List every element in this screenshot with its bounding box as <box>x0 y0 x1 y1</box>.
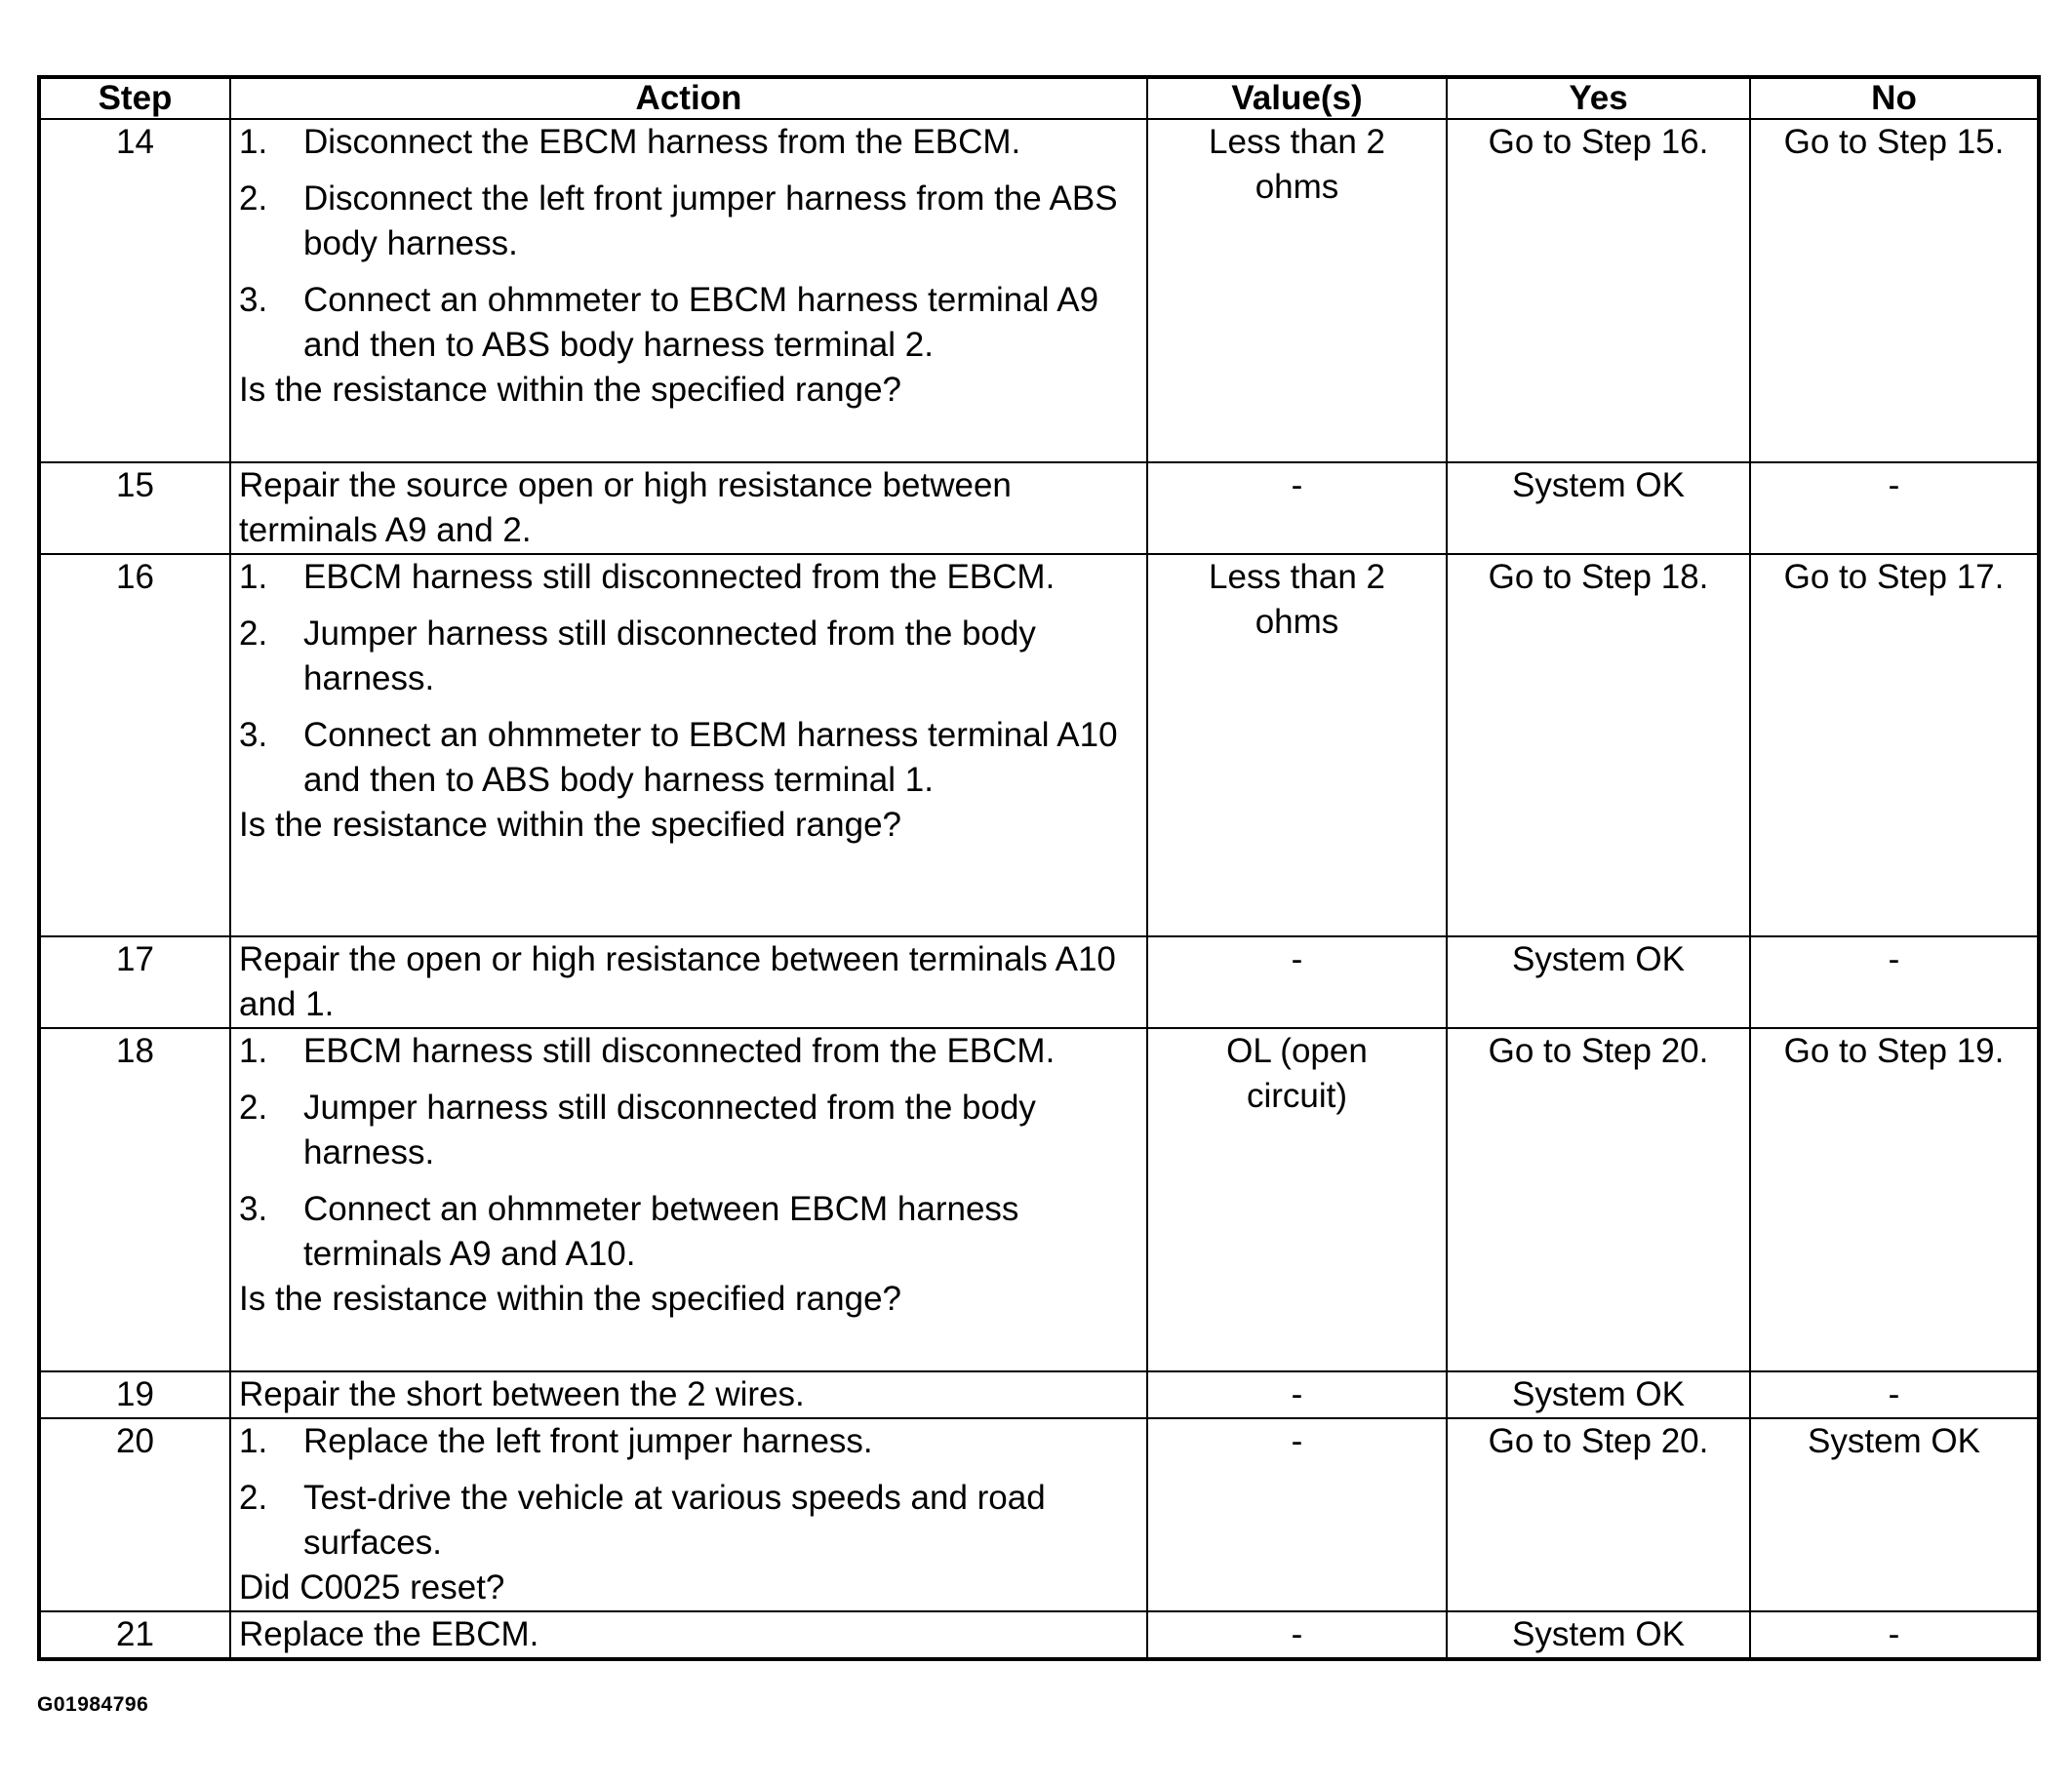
item-number: 1. <box>239 1032 268 1070</box>
value-cell: - <box>1147 1611 1447 1659</box>
list-item <box>239 278 1140 368</box>
step-cell: 19 <box>39 1371 230 1418</box>
question-text: Did C0025 reset? <box>239 1568 505 1606</box>
item-number: 3. <box>239 716 268 754</box>
header-step: Step <box>39 77 230 119</box>
item-number: 1. <box>239 123 268 161</box>
step-cell: 21 <box>39 1611 230 1659</box>
yes-cell: System OK <box>1447 1611 1750 1659</box>
table-row <box>39 554 2039 936</box>
item-text: Test-drive the vehicle at various speeds and road surfaces. <box>303 1479 1046 1562</box>
value-cell: - <box>1147 1371 1447 1418</box>
action-steps <box>239 1419 1140 1566</box>
action-cell <box>230 1418 1147 1611</box>
action-text: Replace the EBCM. <box>239 1615 539 1653</box>
yes-cell: System OK <box>1447 462 1750 554</box>
step-cell: 16 <box>39 554 230 936</box>
no-cell: System OK <box>1750 1418 2039 1611</box>
value-cell: - <box>1147 462 1447 554</box>
no-cell: - <box>1750 1611 2039 1659</box>
yes-cell: Go to Step 18. <box>1447 554 1750 936</box>
yes-cell: System OK <box>1447 1371 1750 1418</box>
table-row <box>39 1028 2039 1371</box>
action-steps <box>239 1029 1140 1277</box>
no-cell: - <box>1750 462 2039 554</box>
action-text: Repair the short between the 2 wires. <box>239 1375 805 1413</box>
table-row <box>39 936 2039 1028</box>
list-item <box>239 177 1140 266</box>
step-cell: 15 <box>39 462 230 554</box>
no-cell: Go to Step 15. <box>1750 119 2039 462</box>
header-yes: Yes <box>1447 77 1750 119</box>
item-text: EBCM harness still disconnected from the EBCM. <box>303 558 1056 596</box>
header-row <box>39 77 2039 119</box>
list-item <box>239 555 1140 600</box>
question-text: Is the resistance within the specified range? <box>239 371 901 409</box>
value-cell: OL (open circuit) <box>1147 1028 1447 1371</box>
question-text: Is the resistance within the specified range? <box>239 806 901 844</box>
action-cell <box>230 119 1147 462</box>
table-row <box>39 1371 2039 1418</box>
action-cell <box>230 554 1147 936</box>
item-text: Jumper harness still disconnected from the body harness. <box>303 615 1036 697</box>
item-number: 1. <box>239 558 268 596</box>
item-number: 3. <box>239 281 268 319</box>
step-cell: 17 <box>39 936 230 1028</box>
item-text: Connect an ohmmeter between EBCM harness terminals A9 and A10. <box>303 1190 1019 1273</box>
action-steps <box>239 555 1140 803</box>
action-text: Repair the open or high resistance between terminals A10 and 1. <box>239 940 1116 1023</box>
no-cell: - <box>1750 936 2039 1028</box>
item-text: Jumper harness still disconnected from the body harness. <box>303 1089 1036 1171</box>
list-item <box>239 612 1140 701</box>
item-text: Disconnect the left front jumper harness from the ABS body harness. <box>303 179 1118 262</box>
no-cell: - <box>1750 1371 2039 1418</box>
item-text: EBCM harness still disconnected from the EBCM. <box>303 1032 1056 1070</box>
list-item <box>239 120 1140 165</box>
list-item <box>239 713 1140 803</box>
list-item <box>239 1419 1140 1464</box>
list-item <box>239 1029 1140 1074</box>
list-item <box>239 1476 1140 1566</box>
step-cell: 20 <box>39 1418 230 1611</box>
item-text: Replace the left front jumper harness. <box>303 1422 873 1460</box>
table-row <box>39 462 2039 554</box>
value-cell: - <box>1147 936 1447 1028</box>
header-no: No <box>1750 77 2039 119</box>
yes-cell: Go to Step 20. <box>1447 1028 1750 1371</box>
list-item <box>239 1086 1140 1175</box>
action-cell <box>230 1028 1147 1371</box>
item-text: Connect an ohmmeter to EBCM harness terminal A9 and then to ABS body harness terminal 2. <box>303 281 1099 364</box>
action-cell <box>230 1371 1147 1418</box>
action-steps <box>239 120 1140 368</box>
table-row <box>39 1418 2039 1611</box>
header-value: Value(s) <box>1147 77 1447 119</box>
figure-id: G01984796 <box>37 1693 149 1716</box>
step-cell: 14 <box>39 119 230 462</box>
question-text: Is the resistance within the specified range? <box>239 1280 901 1318</box>
item-number: 2. <box>239 615 268 653</box>
value-cell: Less than 2 ohms <box>1147 119 1447 462</box>
item-text: Connect an ohmmeter to EBCM harness terminal A10 and then to ABS body harness terminal 1. <box>303 716 1118 799</box>
action-cell <box>230 1611 1147 1659</box>
yes-cell: Go to Step 20. <box>1447 1418 1750 1611</box>
action-cell <box>230 462 1147 554</box>
value-cell: Less than 2 ohms <box>1147 554 1447 936</box>
item-number: 2. <box>239 1089 268 1127</box>
table-row <box>39 1611 2039 1659</box>
item-number: 2. <box>239 1479 268 1517</box>
step-cell: 18 <box>39 1028 230 1371</box>
item-number: 1. <box>239 1422 268 1460</box>
value-cell: - <box>1147 1418 1447 1611</box>
diagnostic-table <box>37 75 2041 1661</box>
no-cell: Go to Step 17. <box>1750 554 2039 936</box>
yes-cell: System OK <box>1447 936 1750 1028</box>
yes-cell: Go to Step 16. <box>1447 119 1750 462</box>
list-item <box>239 1187 1140 1277</box>
header-action: Action <box>230 77 1147 119</box>
action-text: Repair the source open or high resistance between terminals A9 and 2. <box>239 466 1012 549</box>
action-cell <box>230 936 1147 1028</box>
no-cell: Go to Step 19. <box>1750 1028 2039 1371</box>
table-row <box>39 119 2039 462</box>
item-number: 3. <box>239 1190 268 1228</box>
item-number: 2. <box>239 179 268 218</box>
item-text: Disconnect the EBCM harness from the EBCM. <box>303 123 1021 161</box>
